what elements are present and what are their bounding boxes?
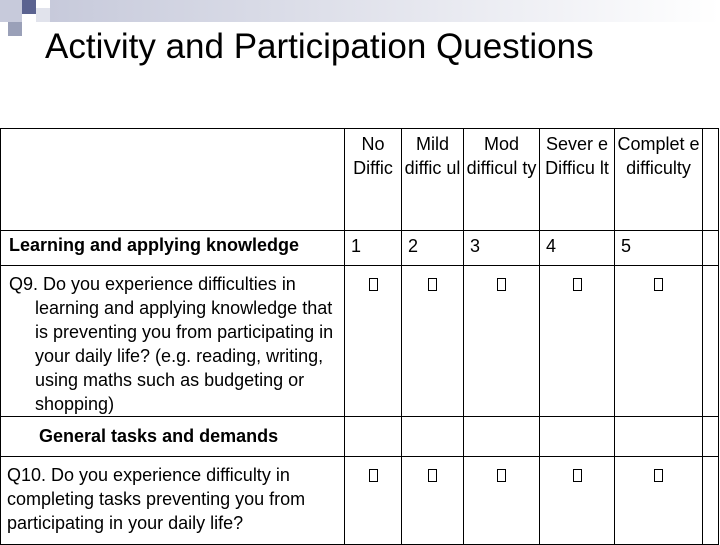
column-header-moderate-difficulty: Mod difficul ty bbox=[464, 129, 540, 231]
edge-cell bbox=[703, 266, 719, 417]
scale-number-4: 4 bbox=[540, 231, 615, 266]
scale-number-5: 5 bbox=[615, 231, 703, 266]
scale-number-2: 2 bbox=[402, 231, 464, 266]
q10-option-3[interactable] bbox=[464, 457, 540, 545]
checkbox-icon bbox=[369, 278, 378, 291]
column-header-severe-difficulty: Sever e Difficu lt bbox=[540, 129, 615, 231]
edge-cell bbox=[703, 457, 719, 545]
checkbox-icon bbox=[428, 278, 437, 291]
edge-cell bbox=[703, 231, 719, 266]
checkbox-icon bbox=[497, 469, 506, 482]
page-title: Activity and Participation Questions bbox=[45, 27, 594, 66]
q9-option-4[interactable] bbox=[540, 266, 615, 417]
header-blank-cell bbox=[1, 129, 345, 231]
q10-option-5[interactable] bbox=[615, 457, 703, 545]
q9-option-5[interactable] bbox=[615, 266, 703, 417]
checkbox-icon bbox=[654, 469, 663, 482]
questionnaire-table bbox=[0, 128, 719, 545]
q10-option-4[interactable] bbox=[540, 457, 615, 545]
scale-row bbox=[1, 231, 719, 266]
scale-number-1: 1 bbox=[345, 231, 402, 266]
question-row-q10 bbox=[1, 457, 719, 545]
header-row bbox=[1, 129, 719, 231]
checkbox-icon bbox=[428, 469, 437, 482]
column-header-complete-difficulty: Complet e difficulty bbox=[615, 129, 703, 231]
checkbox-icon bbox=[369, 469, 378, 482]
checkbox-icon bbox=[654, 278, 663, 291]
section-row-general bbox=[1, 417, 719, 457]
checkbox-icon bbox=[573, 469, 582, 482]
section-general: General tasks and demands bbox=[1, 417, 345, 457]
q10-option-1[interactable] bbox=[345, 457, 402, 545]
q9-option-2[interactable] bbox=[402, 266, 464, 417]
q10-option-2[interactable] bbox=[402, 457, 464, 545]
question-row-q9 bbox=[1, 266, 719, 417]
question-q9: Q9. Do you experience difficulties in learning and applying knowledge that is preventing you from participating in your daily life? (e.g. reading, writing, using maths such as budgeting or shopping) bbox=[1, 266, 345, 417]
column-header-no-difficulty: No Diffic bbox=[345, 129, 402, 231]
q9-option-3[interactable] bbox=[464, 266, 540, 417]
section-learning: Learning and applying knowledge bbox=[1, 231, 345, 266]
scale-number-3: 3 bbox=[464, 231, 540, 266]
question-q10: Q10. Do you experience difficulty in completing tasks preventing you from participating in your daily life? bbox=[1, 457, 345, 545]
column-header-mild-difficulty: Mild diffic ul bbox=[402, 129, 464, 231]
checkbox-icon bbox=[573, 278, 582, 291]
q9-option-1[interactable] bbox=[345, 266, 402, 417]
edge-cell bbox=[703, 129, 719, 231]
checkbox-icon bbox=[497, 278, 506, 291]
